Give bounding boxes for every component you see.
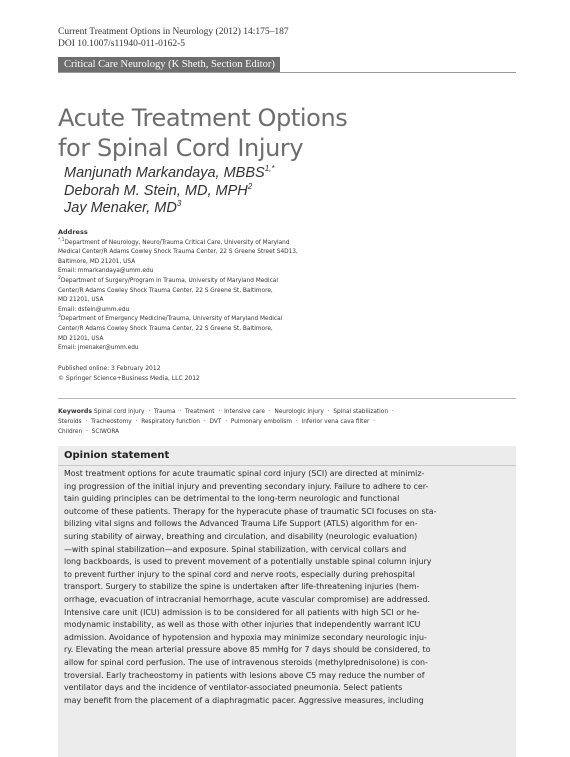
keyword-item: Intensive care	[224, 409, 265, 415]
keyword-item: Trauma	[154, 409, 176, 415]
copyright: © Springer Science+Business Media, LLC 2012	[58, 375, 200, 382]
opinion-line: Intensive care unit (ICU) admission is to be considered for all patients with high SCI or he-	[64, 607, 420, 617]
opinion-text	[64, 468, 510, 707]
keyword-separator: ·	[391, 409, 394, 415]
keyword-separator: ·	[218, 409, 221, 415]
keyword-separator: ·	[327, 409, 330, 415]
opinion-heading: Opinion statement	[58, 446, 516, 466]
keyword-separator: ·	[85, 419, 88, 426]
keyword-separator: ·	[268, 409, 271, 415]
address-heading: Address	[58, 228, 88, 236]
opinion-line: admission. Avoidance of hypotension and hypoxia may minimize secondary neurologic inju-	[64, 632, 427, 642]
address-entry: $^3$Department of Emergency Medicine/Trauma, University of Maryland Medical	[58, 314, 283, 323]
article-title	[58, 103, 498, 163]
header-divider	[58, 72, 516, 73]
keywords-list	[58, 409, 396, 435]
journal-header	[58, 26, 289, 50]
address-email[interactable]: Email: dstein@umm.edu	[58, 306, 130, 313]
keyword-separator: ·	[373, 419, 376, 426]
keyword-item: Tracheostomy	[91, 419, 132, 426]
author: Jay Menaker, $MD^3$	[64, 199, 182, 216]
keyword-item: Neurologic injury	[274, 409, 324, 415]
keyword-item: Respiratory function	[141, 419, 200, 426]
opinion-line: to prevent further injury to the spinal cord and nerve roots, especially during prehospital	[64, 569, 415, 579]
opinion-line: allow for spinal cord perfusion. The use of intravenous steroids (methylprednisolone) is con-	[64, 657, 428, 667]
address-line: Center/R Adams Cowley Shock Trauma Center, 22 S Greene St, Baltimore,	[58, 287, 273, 294]
publication-info	[58, 364, 200, 384]
address-line: Center/R Adams Cowley Shock Trauma Center, 22 S Greene St, Baltimore,	[58, 325, 273, 332]
keywords	[58, 407, 398, 438]
opinion-line: modynamic instability, as well as those with other injuries that independently warrant ICU	[64, 620, 421, 630]
keyword-item: Steroids	[58, 419, 82, 426]
keyword-separator: ·	[179, 409, 182, 415]
opinion-line: may benefit from the placement of a diaphragmatic pacer. Aggressive measures, including	[64, 695, 424, 705]
opinion-line: troversial. Early tracheostomy in patients with lesions above C5 may reduce the number of	[64, 670, 425, 680]
address-email[interactable]: Email: jmenaker@umm.edu	[58, 345, 139, 352]
keyword-item: DVT	[209, 419, 222, 426]
keyword-separator: ·	[225, 419, 228, 426]
address-entry: $^{*,1}$Department of Neurology, Neuro/Trauma Critical Care, University of Maryland	[58, 237, 290, 246]
address-line: Baltimore, MD 21201, USA	[58, 258, 136, 265]
keyword-separator: ·	[148, 409, 151, 415]
section-label: Critical Care Neurology (K Sheth, Section Editor)	[58, 57, 280, 73]
opinion-line: suring stability of airway, breathing and circulation, and disability (neurologic evaluation)	[64, 531, 418, 541]
opinion-line: orrhage, evacuation of intracranial hemorrhage, acute vascular compromise) are addressed.	[64, 594, 431, 604]
keyword-item: Inferior vena cava filter	[301, 419, 370, 426]
keyword-item: Pulmonary embolism	[230, 419, 292, 426]
keywords-label: Keywords	[58, 408, 93, 415]
address-line: MD 21201, USA	[58, 335, 104, 342]
opinion-line: long backboards, is used to prevent movement of a potentially unstable spinal column injury	[64, 557, 432, 567]
keyword-separator: ·	[135, 419, 138, 426]
opinion-line: tain guiding principles can be detrimental to the long-term neurologic and functional	[64, 494, 400, 504]
opinion-line: bilizing vital signs and follows the Advanced Trauma Life Support (ATLS) algorithm for en-	[64, 519, 418, 529]
keyword-item: Spinal cord injury	[93, 409, 145, 415]
author-list	[64, 165, 274, 218]
keyword-item: Children	[58, 429, 83, 436]
address-email[interactable]: Email: mmarkandaya@umm.edu	[58, 268, 154, 275]
title-line-2: for Spinal Cord Injury	[58, 134, 304, 162]
keyword-separator: ·	[295, 419, 298, 426]
keyword-separator: ·	[85, 429, 88, 436]
keyword-item: Spinal stabilization	[333, 409, 389, 415]
author: Deborah M. Stein, MD, MPH$^2$	[64, 181, 253, 199]
address-entry: $^2$Department of Surgery/Program in Trauma, University of Maryland Medical	[58, 275, 278, 284]
published-date: Published online: 3 February 2012	[58, 365, 161, 372]
opinion-line: ing progression of the initial injury and preventing secondary injury. Failure to adhere to cer-	[64, 481, 429, 491]
opinion-line: —with spinal stabilization—and exposure. Spinal stabilization, with cervical collars and	[64, 544, 407, 554]
keyword-item: SCIWORA	[91, 429, 120, 436]
opinion-line: ventilator days and the incidence of ventilator-associated pneumonia. Select patients	[64, 683, 403, 693]
opinion-line: Most treatment options for acute traumatic spinal cord injury (SCI) are directed at minimiz-	[64, 469, 425, 478]
keywords-divider	[58, 398, 516, 399]
title-line-1: Acute Treatment Options	[58, 104, 348, 132]
address-line: Medical Center/R Adams Cowley Shock Trauma Center, 22 S Greene Street S4D13,	[58, 249, 298, 256]
keyword-separator: ·	[203, 419, 206, 426]
author: Manjunath Markandaya, $MBBS^{1,*}$	[64, 164, 275, 181]
doi: DOI 10.1007/s11940-011-0162-5	[58, 39, 186, 49]
journal-citation: Current Treatment Options in Neurology (2012) 14:175–187	[58, 27, 289, 37]
keyword-item: Treatment	[185, 409, 215, 415]
opinion-line: outcome of these patients. Therapy for the hyperacute phase of traumatic SCI focuses on sta-	[64, 506, 437, 516]
opinion-line: ry. Elevating the mean arterial pressure above 85 mmHg for 7 days should be considered, to	[64, 645, 431, 655]
opinion-line: transport. Surgery to stabilize the spine is undertaken after life-threatening injuries (hem-	[64, 582, 420, 592]
address-line: MD 21201, USA	[58, 297, 104, 304]
address-block	[58, 228, 358, 354]
